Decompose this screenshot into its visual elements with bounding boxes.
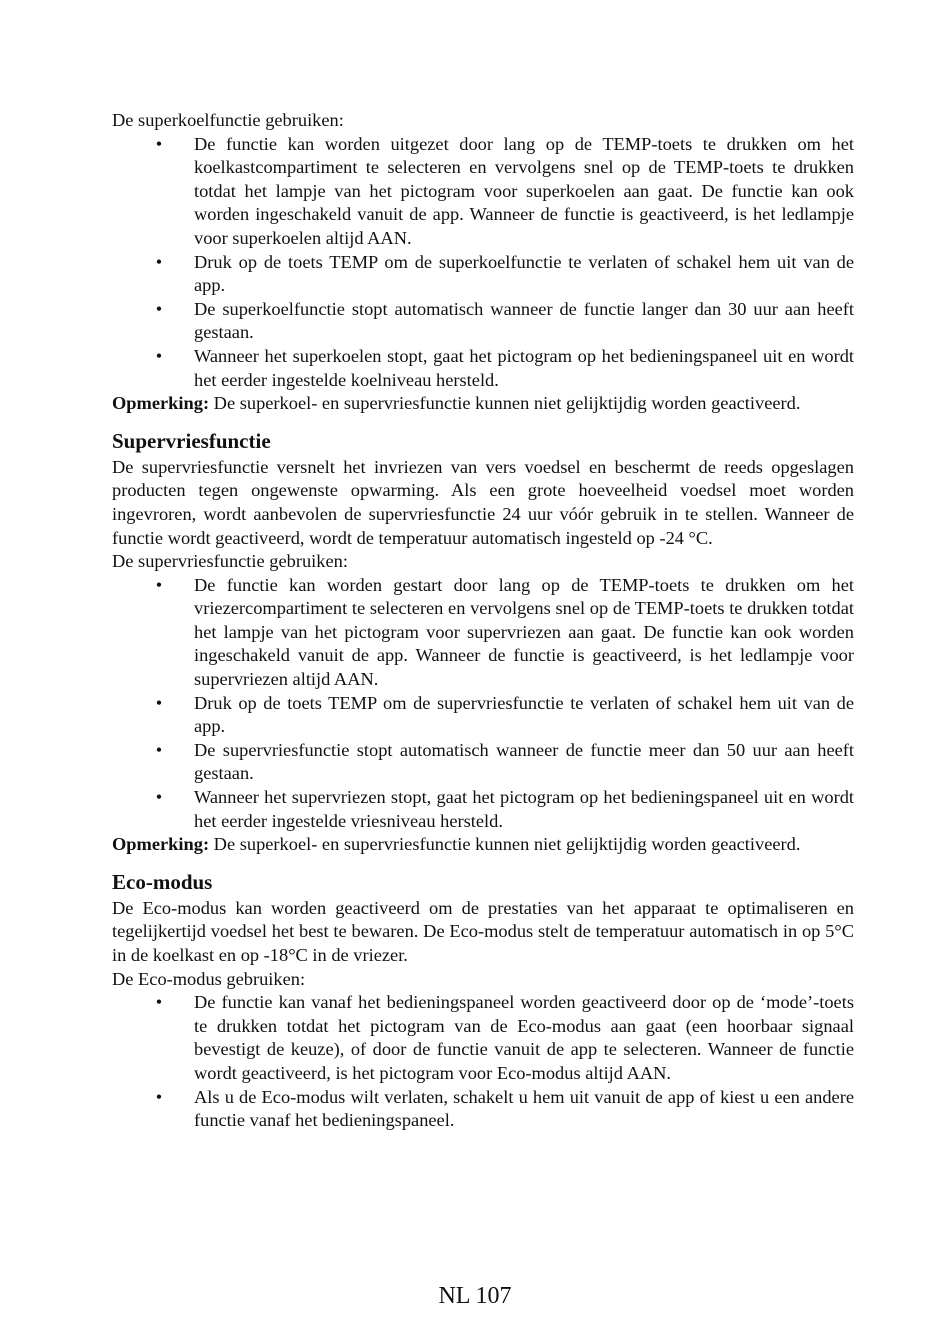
eco-heading: Eco-modus [112, 869, 213, 894]
superkoel-intro: De superkoelfunctie gebruiken: [112, 110, 344, 130]
eco-intro: De Eco-modus gebruiken: [112, 968, 306, 989]
bullet-icon: • [155, 739, 163, 760]
supervries-bullet-list [112, 574, 854, 834]
list-item: • Als u de Eco-modus wilt verlaten, schakelt u hem uit vanuit de app of kiest u een andere functie vanaf het bedieningspaneel. [155, 1086, 854, 1131]
list-item: • Druk op de toets TEMP om de supervriesfunctie te verlaten of schakel hem uit van de app. [155, 692, 854, 737]
eco-section [112, 869, 854, 1133]
bullet-icon: • [155, 574, 163, 595]
document-page [112, 109, 854, 1133]
list-item: • De supervriesfunctie stopt automatisch wanneer de functie meer dan 50 uur aan heeft gestaan. [155, 739, 854, 784]
note-label: Opmerking: [112, 393, 210, 414]
bullet-icon: • [155, 692, 163, 713]
bullet-icon: • [155, 1086, 163, 1107]
bullet-icon: • [155, 133, 163, 154]
list-item: • De functie kan worden uitgezet door lang op de TEMP-toets te drukken om het koelkastcompartiment te selecteren en vervolgens snel op de TEMP-toets te drukken totdat het lampje van het pictogram voor superkoelen aan gaat. De functie kan ook worden ingeschakeld vanuit de app. Wanneer de functie is geactiveerd, is het ledlampje voor superkoelen altijd AAN. [155, 133, 854, 248]
bullet-icon: • [155, 298, 163, 319]
superkoel-section [112, 109, 854, 416]
note-label: Opmerking: [112, 834, 210, 855]
list-item: • Wanneer het supervriezen stopt, gaat het pictogram op het bedieningspaneel uit en wordt het eerder ingestelde vriesniveau hersteld. [155, 787, 854, 831]
superkoel-note [112, 392, 854, 416]
list-item: • Wanneer het superkoelen stopt, gaat het pictogram op het bedieningspaneel uit en wordt het eerder ingestelde koelniveau hersteld. [155, 345, 854, 390]
eco-description: De Eco-modus kan worden geactiveerd om de prestaties van het apparaat te optimaliseren en tegelijkertijd voedsel het best te bewaren. De Eco-modus stelt de temperatuur automatisch in op 5°C in de koelkast en op -18°C in de vriezer. [112, 897, 854, 965]
eco-bullet-list [112, 991, 854, 1133]
superkoel-bullet-list [112, 133, 854, 393]
supervries-description: De supervriesfunctie versnelt het invriezen van vers voedsel en beschermt de reeds opgeslagen producten tegen ongewenste opwarming. Als een grote hoeveelheid voedsel moet worden ingevroren, wordt aanbevolen de supervriesfunctie 24 uur vóór gebruik in te stellen. Wanneer de functie wordt geactiveerd, wordt de temperatuur automatisch ingesteld op -24 °C. [112, 456, 854, 548]
list-item: • De superkoelfunctie stopt automatisch wanneer de functie langer dan 30 uur aan heeft gestaan. [155, 298, 854, 343]
supervries-heading: Supervriesfunctie [112, 428, 271, 453]
supervries-section [112, 428, 854, 857]
list-item: • De functie kan vanaf het bedieningspaneel worden geactiveerd door op de ‘mode’-toets te drukken totdat het pictogram van de Eco-modus aan gaat (een hoorbaar signaal bevestigt de keuze), of door de functie vanuit de app te selecteren. Wanneer de functie wordt geactiveerd, is het pictogram voor Eco-modus altijd AAN. [155, 992, 854, 1083]
bullet-icon: • [155, 787, 163, 808]
list-item: • Druk op de toets TEMP om de superkoelfunctie te verlaten of schakel hem uit van de app. [155, 251, 854, 296]
supervries-intro: De supervriesfunctie gebruiken: [112, 551, 348, 572]
note-text: De superkoel- en supervriesfunctie kunnen niet gelijktijdig worden geactiveerd. [209, 834, 801, 855]
note-text: De superkoel- en supervriesfunctie kunnen niet gelijktijdig worden geactiveerd. [209, 393, 801, 414]
bullet-icon: • [155, 251, 163, 272]
bullet-icon: • [155, 345, 163, 366]
supervries-note [112, 833, 854, 857]
page-number: NL 107 [438, 1283, 512, 1309]
bullet-icon: • [155, 992, 163, 1013]
list-item: • De functie kan worden gestart door lang op de TEMP-toets te drukken om het vriezercompartiment te selecteren en vervolgens snel op de TEMP-toets te drukken totdat het lampje van het pictogram voor supervriezen aan gaat. De functie kan ook worden ingeschakeld vanuit de app. Wanneer de functie is geactiveerd, is het ledlampje voor supervriezen altijd AAN. [155, 574, 854, 690]
